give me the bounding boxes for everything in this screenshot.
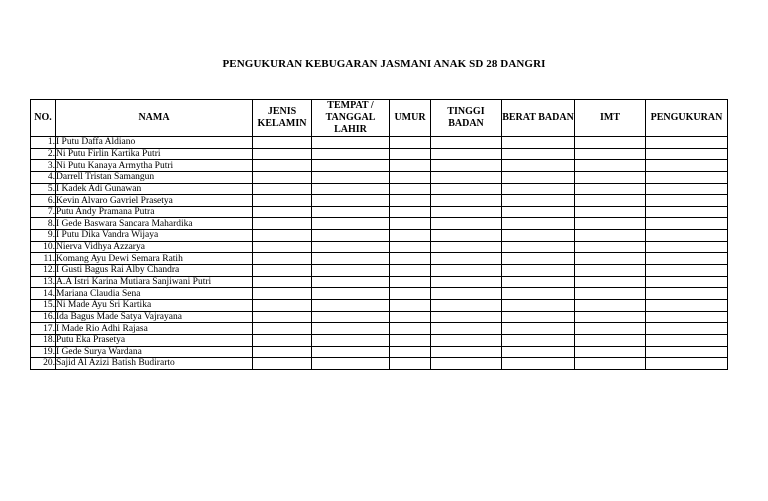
pengukuran-cell [646, 206, 728, 218]
berat-badan-cell [502, 276, 575, 288]
umur-cell [390, 346, 431, 358]
table-row [31, 137, 728, 149]
row-number-cell: 10. [31, 241, 56, 253]
jenis-kelamin-cell [253, 334, 312, 346]
tempat-tanggal-lahir-cell [312, 137, 390, 149]
umur-cell [390, 323, 431, 335]
pengukuran-cell [646, 358, 728, 370]
table-row [31, 288, 728, 300]
imt-cell [575, 218, 646, 230]
pengukuran-cell [646, 334, 728, 346]
umur-cell [390, 195, 431, 207]
umur-cell [390, 160, 431, 172]
student-name-cell: Kevin Alvaro Gavriel Prasetya [56, 195, 253, 207]
jenis-kelamin-cell [253, 358, 312, 370]
table-row [31, 183, 728, 195]
row-number-cell: 19. [31, 346, 56, 358]
student-name-cell: Darrell Tristan Samangun [56, 171, 253, 183]
tinggi-badan-cell [431, 311, 502, 323]
header-berat-badan: BERAT BADAN [502, 100, 575, 137]
berat-badan-cell [502, 358, 575, 370]
row-number-cell: 20. [31, 358, 56, 370]
row-number-cell: 7. [31, 206, 56, 218]
umur-cell [390, 265, 431, 277]
table-row [31, 311, 728, 323]
table-row [31, 346, 728, 358]
tinggi-badan-cell [431, 346, 502, 358]
umur-cell [390, 183, 431, 195]
table-body [31, 137, 728, 370]
imt-cell [575, 276, 646, 288]
imt-cell [575, 137, 646, 149]
imt-cell [575, 241, 646, 253]
tinggi-badan-cell [431, 334, 502, 346]
berat-badan-cell [502, 334, 575, 346]
jenis-kelamin-cell [253, 171, 312, 183]
tinggi-badan-cell [431, 137, 502, 149]
tinggi-badan-cell [431, 218, 502, 230]
student-name-cell: Ida Bagus Made Satya Vajrayana [56, 311, 253, 323]
student-name-cell: Putu Andy Pramana Putra [56, 206, 253, 218]
berat-badan-cell [502, 148, 575, 160]
table-row [31, 299, 728, 311]
pengukuran-cell [646, 253, 728, 265]
tempat-tanggal-lahir-cell [312, 183, 390, 195]
tempat-tanggal-lahir-cell [312, 148, 390, 160]
tempat-tanggal-lahir-cell [312, 334, 390, 346]
table-row [31, 253, 728, 265]
tempat-tanggal-lahir-cell [312, 171, 390, 183]
pengukuran-cell [646, 299, 728, 311]
berat-badan-cell [502, 206, 575, 218]
table-row [31, 358, 728, 370]
student-name-cell: I Gede Baswara Sancara Mahardika [56, 218, 253, 230]
tempat-tanggal-lahir-cell [312, 265, 390, 277]
table-row [31, 241, 728, 253]
tempat-tanggal-lahir-cell [312, 288, 390, 300]
tempat-tanggal-lahir-cell [312, 206, 390, 218]
pengukuran-cell [646, 171, 728, 183]
pengukuran-cell [646, 195, 728, 207]
student-name-cell: Komang Ayu Dewi Semara Ratih [56, 253, 253, 265]
row-number-cell: 13. [31, 276, 56, 288]
berat-badan-cell [502, 218, 575, 230]
jenis-kelamin-cell [253, 148, 312, 160]
student-name-cell: I Gede Surya Wardana [56, 346, 253, 358]
header-tinggi-badan: TINGGI BADAN [431, 100, 502, 137]
imt-cell [575, 288, 646, 300]
pengukuran-cell [646, 241, 728, 253]
student-name-cell: I Putu Dika Vandra Wijaya [56, 230, 253, 242]
berat-badan-cell [502, 160, 575, 172]
header-tempat-tanggal-lahir: TEMPAT / TANGGAL LAHIR [312, 100, 390, 137]
umur-cell [390, 358, 431, 370]
jenis-kelamin-cell [253, 265, 312, 277]
row-number-cell: 4. [31, 171, 56, 183]
pengukuran-cell [646, 218, 728, 230]
row-number-cell: 8. [31, 218, 56, 230]
table-row [31, 148, 728, 160]
tempat-tanggal-lahir-cell [312, 358, 390, 370]
imt-cell [575, 358, 646, 370]
student-name-cell: I Putu Daffa Aldiano [56, 137, 253, 149]
imt-cell [575, 230, 646, 242]
jenis-kelamin-cell [253, 299, 312, 311]
tempat-tanggal-lahir-cell [312, 299, 390, 311]
pengukuran-cell [646, 346, 728, 358]
header-pengukuran: PENGUKURAN [646, 100, 728, 137]
row-number-cell: 1. [31, 137, 56, 149]
header-nama: NAMA [56, 100, 253, 137]
header-jenis-kelamin: JENIS KELAMIN [253, 100, 312, 137]
umur-cell [390, 288, 431, 300]
row-number-cell: 16. [31, 311, 56, 323]
table-row [31, 276, 728, 288]
tempat-tanggal-lahir-cell [312, 311, 390, 323]
umur-cell [390, 311, 431, 323]
pengukuran-cell [646, 311, 728, 323]
berat-badan-cell [502, 171, 575, 183]
imt-cell [575, 299, 646, 311]
table-row [31, 265, 728, 277]
umur-cell [390, 206, 431, 218]
row-number-cell: 3. [31, 160, 56, 172]
jenis-kelamin-cell [253, 183, 312, 195]
umur-cell [390, 171, 431, 183]
table-row [31, 218, 728, 230]
umur-cell [390, 230, 431, 242]
tinggi-badan-cell [431, 241, 502, 253]
header-row [31, 100, 728, 137]
imt-cell [575, 265, 646, 277]
student-name-cell: Putu Eka Prasetya [56, 334, 253, 346]
table-row [31, 160, 728, 172]
row-number-cell: 11. [31, 253, 56, 265]
tinggi-badan-cell [431, 230, 502, 242]
berat-badan-cell [502, 323, 575, 335]
pengukuran-cell [646, 265, 728, 277]
table-row [31, 323, 728, 335]
tempat-tanggal-lahir-cell [312, 276, 390, 288]
student-name-cell: Ni Made Ayu Sri Kartika [56, 299, 253, 311]
umur-cell [390, 218, 431, 230]
imt-cell [575, 160, 646, 172]
imt-cell [575, 323, 646, 335]
tinggi-badan-cell [431, 265, 502, 277]
student-name-cell: I Made Rio Adhi Rajasa [56, 323, 253, 335]
pengukuran-cell [646, 276, 728, 288]
row-number-cell: 15. [31, 299, 56, 311]
pengukuran-cell [646, 183, 728, 195]
umur-cell [390, 334, 431, 346]
tempat-tanggal-lahir-cell [312, 195, 390, 207]
student-name-cell: A.A Istri Karina Mutiara Sanjiwani Putri [56, 276, 253, 288]
jenis-kelamin-cell [253, 137, 312, 149]
table-row [31, 195, 728, 207]
pengukuran-cell [646, 288, 728, 300]
jenis-kelamin-cell [253, 346, 312, 358]
tempat-tanggal-lahir-cell [312, 218, 390, 230]
jenis-kelamin-cell [253, 311, 312, 323]
row-number-cell: 2. [31, 148, 56, 160]
umur-cell [390, 241, 431, 253]
imt-cell [575, 346, 646, 358]
imt-cell [575, 171, 646, 183]
measurement-table [30, 99, 728, 370]
table-row [31, 206, 728, 218]
tinggi-badan-cell [431, 148, 502, 160]
tempat-tanggal-lahir-cell [312, 323, 390, 335]
row-number-cell: 9. [31, 230, 56, 242]
berat-badan-cell [502, 265, 575, 277]
berat-badan-cell [502, 299, 575, 311]
row-number-cell: 14. [31, 288, 56, 300]
header-imt: IMT [575, 100, 646, 137]
umur-cell [390, 137, 431, 149]
jenis-kelamin-cell [253, 276, 312, 288]
imt-cell [575, 148, 646, 160]
pengukuran-cell [646, 137, 728, 149]
berat-badan-cell [502, 183, 575, 195]
row-number-cell: 6. [31, 195, 56, 207]
berat-badan-cell [502, 346, 575, 358]
tempat-tanggal-lahir-cell [312, 230, 390, 242]
jenis-kelamin-cell [253, 241, 312, 253]
berat-badan-cell [502, 195, 575, 207]
tinggi-badan-cell [431, 299, 502, 311]
row-number-cell: 12. [31, 265, 56, 277]
jenis-kelamin-cell [253, 253, 312, 265]
imt-cell [575, 183, 646, 195]
pengukuran-cell [646, 160, 728, 172]
jenis-kelamin-cell [253, 288, 312, 300]
tinggi-badan-cell [431, 206, 502, 218]
imt-cell [575, 311, 646, 323]
berat-badan-cell [502, 241, 575, 253]
tinggi-badan-cell [431, 323, 502, 335]
table-row [31, 334, 728, 346]
berat-badan-cell [502, 288, 575, 300]
student-name-cell: Ni Putu Kanaya Armytha Putri [56, 160, 253, 172]
student-name-cell: I Kadek Adi Gunawan [56, 183, 253, 195]
berat-badan-cell [502, 230, 575, 242]
pengukuran-cell [646, 323, 728, 335]
student-name-cell: Ni Putu Firlin Kartika Putri [56, 148, 253, 160]
tinggi-badan-cell [431, 276, 502, 288]
umur-cell [390, 299, 431, 311]
tempat-tanggal-lahir-cell [312, 346, 390, 358]
tinggi-badan-cell [431, 195, 502, 207]
student-name-cell: Nierva Vidhya Azzarya [56, 241, 253, 253]
tinggi-badan-cell [431, 183, 502, 195]
student-name-cell: Sajid Al Azizi Batish Budirarto [56, 358, 253, 370]
tinggi-badan-cell [431, 160, 502, 172]
imt-cell [575, 206, 646, 218]
tinggi-badan-cell [431, 171, 502, 183]
row-number-cell: 5. [31, 183, 56, 195]
header-no: NO. [31, 100, 56, 137]
jenis-kelamin-cell [253, 195, 312, 207]
umur-cell [390, 148, 431, 160]
tinggi-badan-cell [431, 253, 502, 265]
student-name-cell: Mariana Claudia Sena [56, 288, 253, 300]
table-row [31, 230, 728, 242]
student-name-cell: I Gusti Bagus Rai Alby Chandra [56, 265, 253, 277]
tempat-tanggal-lahir-cell [312, 160, 390, 172]
tempat-tanggal-lahir-cell [312, 253, 390, 265]
imt-cell [575, 253, 646, 265]
row-number-cell: 18. [31, 334, 56, 346]
table-row [31, 171, 728, 183]
tinggi-badan-cell [431, 288, 502, 300]
jenis-kelamin-cell [253, 218, 312, 230]
tempat-tanggal-lahir-cell [312, 241, 390, 253]
pengukuran-cell [646, 148, 728, 160]
tinggi-badan-cell [431, 358, 502, 370]
jenis-kelamin-cell [253, 323, 312, 335]
jenis-kelamin-cell [253, 230, 312, 242]
row-number-cell: 17. [31, 323, 56, 335]
berat-badan-cell [502, 137, 575, 149]
umur-cell [390, 276, 431, 288]
umur-cell [390, 253, 431, 265]
imt-cell [575, 334, 646, 346]
berat-badan-cell [502, 253, 575, 265]
page-title: PENGUKURAN KEBUGARAN JASMANI ANAK SD 28 DANGRI [222, 58, 546, 70]
jenis-kelamin-cell [253, 206, 312, 218]
pengukuran-cell [646, 230, 728, 242]
berat-badan-cell [502, 311, 575, 323]
jenis-kelamin-cell [253, 160, 312, 172]
header-umur: UMUR [390, 100, 431, 137]
imt-cell [575, 195, 646, 207]
